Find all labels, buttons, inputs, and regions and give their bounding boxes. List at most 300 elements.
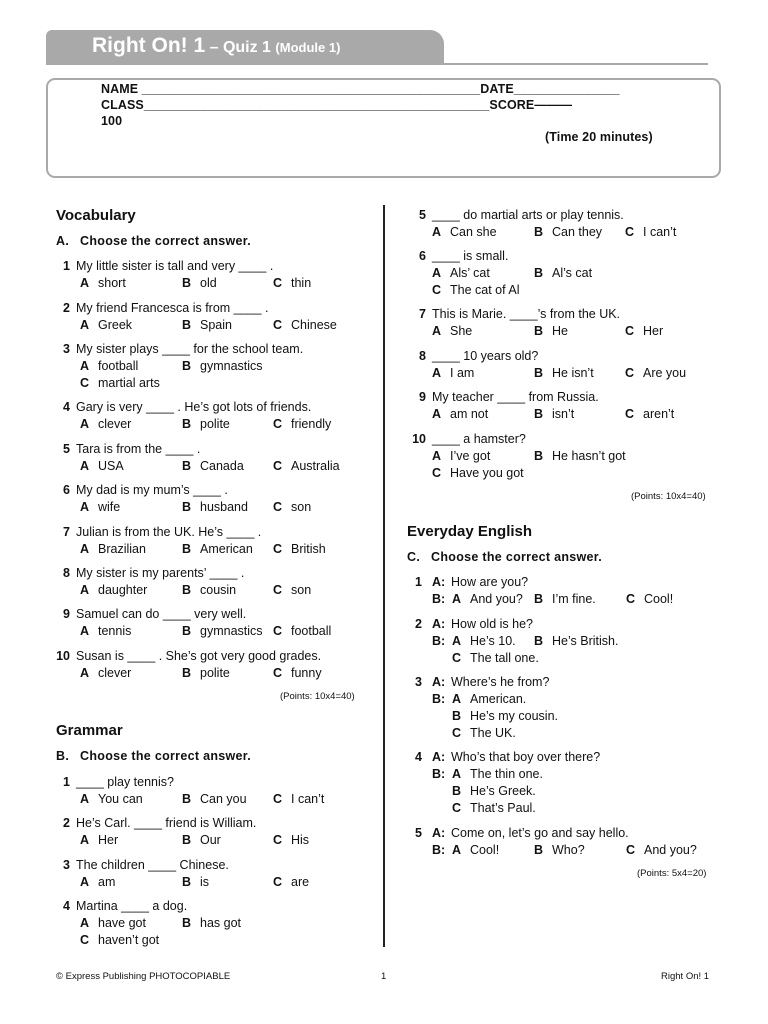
answer-option-a[interactable]	[80, 499, 120, 516]
speaker-b: B:	[432, 843, 446, 857]
answer-option-a[interactable]	[432, 265, 490, 282]
answer-option-c[interactable]	[432, 465, 524, 482]
option-letter: C	[273, 624, 283, 638]
option-letter: A	[80, 875, 90, 889]
answer-option-c[interactable]	[626, 842, 697, 859]
option-text: Canada	[200, 459, 244, 473]
option-letter: A	[80, 916, 90, 930]
question-number: 8	[63, 566, 70, 580]
dialogue-prompt: How are you?	[451, 575, 529, 589]
option-text: Have you got	[450, 466, 524, 480]
option-letter: B	[452, 784, 462, 798]
option-text: The thin one.	[470, 767, 543, 781]
option-text: She	[450, 324, 473, 338]
option-text: polite	[200, 666, 230, 680]
option-letter: C	[273, 542, 283, 556]
option-letter: A	[80, 792, 90, 806]
question-text: ____ 10 years old?	[432, 349, 539, 363]
option-letter: A	[80, 500, 90, 514]
answer-option-a[interactable]	[80, 832, 118, 849]
option-letter: C	[432, 283, 442, 297]
option-letter: B	[534, 843, 544, 857]
question-text: This is Marie. ____’s from the UK.	[432, 307, 621, 321]
answer-option-b[interactable]	[182, 458, 244, 475]
question-number: 7	[419, 307, 426, 321]
option-text: I’ve got	[450, 449, 491, 463]
option-letter: A	[80, 276, 90, 290]
grammar-points: (Points: 10x4=40)	[631, 491, 706, 502]
option-letter: B	[534, 634, 544, 648]
dialogue-prompt: Come on, let’s go and say hello.	[451, 826, 629, 840]
answer-option-b[interactable]	[182, 275, 217, 292]
option-text: funny	[291, 666, 322, 680]
option-letter: A	[452, 692, 462, 706]
question-number: 1	[415, 575, 422, 589]
option-letter: C	[626, 592, 636, 606]
option-letter: B	[534, 225, 544, 239]
answer-option-b[interactable]	[534, 842, 585, 859]
option-text: aren’t	[643, 407, 675, 421]
answer-option-a[interactable]	[432, 448, 490, 465]
quiz-title	[92, 34, 340, 58]
grammar-instruction: B. Choose the correct answer.	[56, 749, 252, 763]
option-letter: C	[273, 792, 283, 806]
option-text: His	[291, 833, 310, 847]
option-letter: A	[452, 592, 462, 606]
option-letter: A	[80, 417, 90, 431]
question-number: 10	[56, 649, 70, 663]
answer-option-a[interactable]	[452, 591, 523, 608]
speaker-b: B:	[432, 767, 446, 781]
speaker-a: A:	[432, 750, 446, 764]
answer-option-b[interactable]	[534, 323, 568, 340]
answer-option-b[interactable]	[534, 633, 618, 650]
option-letter: A	[80, 459, 90, 473]
option-text: And you?	[644, 843, 697, 857]
answer-option-b[interactable]	[182, 915, 241, 932]
question-text: Tara is from the ____ .	[76, 442, 201, 456]
question-number: 4	[415, 750, 422, 764]
option-text: gymnastics	[200, 359, 263, 373]
answer-option-a[interactable]	[80, 791, 143, 808]
answer-option-c[interactable]	[273, 832, 309, 849]
answer-option-a[interactable]	[80, 458, 124, 475]
answer-option-c[interactable]	[273, 582, 311, 599]
answer-option-b[interactable]	[182, 874, 209, 891]
option-letter: B	[182, 318, 192, 332]
question-number: 9	[419, 390, 426, 404]
answer-option-c[interactable]	[626, 591, 673, 608]
answer-option-a[interactable]	[80, 874, 115, 891]
option-text: You can	[98, 792, 143, 806]
option-letter: C	[273, 459, 283, 473]
answer-option-c[interactable]	[432, 282, 519, 299]
option-letter: B	[534, 449, 544, 463]
answer-option-b[interactable]	[182, 499, 248, 516]
option-letter: A	[432, 266, 442, 280]
option-letter: C	[273, 833, 283, 847]
answer-option-a[interactable]	[80, 358, 138, 375]
option-letter: C	[273, 500, 283, 514]
option-letter: B	[182, 666, 192, 680]
option-text: That’s Paul.	[470, 801, 536, 815]
option-text: Al’s cat	[552, 266, 593, 280]
answer-option-c[interactable]	[625, 365, 686, 382]
option-letter: C	[625, 366, 635, 380]
option-text: am	[98, 875, 116, 889]
option-text: daughter	[98, 583, 148, 597]
question-text: My sister is my parents’ ____ .	[76, 566, 245, 580]
option-letter: C	[273, 583, 283, 597]
option-letter: B	[534, 366, 544, 380]
speaker-a: A:	[432, 617, 446, 631]
answer-option-a[interactable]	[432, 323, 472, 340]
option-text: Spain	[200, 318, 232, 332]
question-text: ____ a hamster?	[432, 432, 526, 446]
answer-option-c[interactable]	[273, 791, 324, 808]
option-letter: A	[452, 843, 462, 857]
option-text: polite	[200, 417, 230, 431]
question-number: 8	[419, 349, 426, 363]
time-limit: (Time 20 minutes)	[545, 130, 653, 144]
option-letter: A	[432, 225, 442, 239]
option-letter: B	[182, 359, 192, 373]
question-number: 5	[63, 442, 70, 456]
option-text: Chinese	[291, 318, 337, 332]
option-text: Brazilian	[98, 542, 146, 556]
answer-option-b[interactable]	[534, 591, 596, 608]
question-text: My friend Francesca is from ____ .	[76, 301, 269, 315]
question-number: 2	[415, 617, 422, 631]
option-text: is	[200, 875, 210, 889]
option-text: I am	[450, 366, 475, 380]
option-letter: C	[625, 225, 635, 239]
question-text: My sister plays ____ for the school team.	[76, 342, 304, 356]
answer-option-c[interactable]	[273, 317, 337, 334]
option-letter: C	[452, 801, 462, 815]
title-module: (Module 1)	[275, 40, 341, 55]
option-text: gymnastics	[200, 624, 263, 638]
option-text: Can she	[450, 225, 497, 239]
question-text: ____ do martial arts or play tennis.	[432, 208, 624, 222]
answer-option-c[interactable]	[625, 224, 676, 241]
footer-page-number: 1	[381, 971, 387, 982]
everyday-english-instruction: C. Choose the correct answer.	[407, 550, 603, 564]
option-text: Who?	[552, 843, 585, 857]
option-letter: B	[182, 833, 192, 847]
option-text: Can they	[552, 225, 603, 239]
option-text: have got	[98, 916, 146, 930]
answer-option-c[interactable]	[273, 665, 322, 682]
question-text: He’s Carl. ____ friend is William.	[76, 816, 257, 830]
option-letter: A	[80, 542, 90, 556]
answer-option-b[interactable]	[182, 791, 247, 808]
answer-option-a[interactable]	[80, 275, 126, 292]
class-score-line: CLASS_________________________________________________SCORE———	[101, 98, 573, 112]
footer-book-title: Right On! 1	[661, 971, 710, 982]
answer-option-c[interactable]	[273, 874, 309, 891]
option-letter: B	[182, 542, 192, 556]
option-letter: B	[182, 916, 192, 930]
option-letter: B	[182, 583, 192, 597]
dialogue-prompt: How old is he?	[451, 617, 533, 631]
option-text: The tall one.	[470, 651, 539, 665]
option-text: has got	[200, 916, 242, 930]
option-letter: C	[432, 466, 442, 480]
answer-option-c[interactable]	[273, 541, 326, 558]
option-text: Greek	[98, 318, 133, 332]
question-text: The children ____ Chinese.	[76, 858, 229, 872]
question-number: 5	[415, 826, 422, 840]
option-text: He’s my cousin.	[470, 709, 558, 723]
answer-option-b[interactable]	[182, 541, 253, 558]
option-text: thin	[291, 276, 312, 290]
option-text: I’m fine.	[552, 592, 596, 606]
vocabulary-points: (Points: 10x4=40)	[280, 691, 355, 702]
answer-option-b[interactable]	[534, 406, 574, 423]
option-text: clever	[98, 666, 132, 680]
option-letter: A	[452, 767, 462, 781]
option-letter: A	[80, 666, 90, 680]
speaker-a: A:	[432, 826, 446, 840]
option-letter: C	[273, 875, 283, 889]
answer-option-a[interactable]	[452, 691, 526, 708]
option-letter: C	[273, 276, 283, 290]
column-divider	[383, 205, 385, 947]
grammar-title: Grammar	[56, 722, 123, 739]
option-letter: A	[432, 449, 442, 463]
option-text: I can’t	[643, 225, 677, 239]
answer-option-a[interactable]	[432, 365, 474, 382]
name-date-line: NAME ________________________________________________DATE_______________	[101, 82, 620, 96]
option-text: Her	[98, 833, 119, 847]
speaker-b: B:	[432, 592, 446, 606]
option-letter: B	[452, 709, 462, 723]
option-letter: A	[452, 634, 462, 648]
option-text: Can you	[200, 792, 247, 806]
option-text: football	[291, 624, 332, 638]
option-text: He isn’t	[552, 366, 594, 380]
answer-option-a[interactable]	[80, 582, 147, 599]
question-number: 1	[63, 775, 70, 789]
option-letter: C	[273, 417, 283, 431]
option-letter: B	[182, 276, 192, 290]
option-letter: B	[182, 459, 192, 473]
question-text: My teacher ____ from Russia.	[432, 390, 599, 404]
answer-option-b[interactable]	[182, 317, 232, 334]
question-text: Martina ____ a dog.	[76, 899, 188, 913]
answer-option-c[interactable]	[80, 932, 159, 949]
question-number: 6	[63, 483, 70, 497]
option-letter: C	[626, 843, 636, 857]
option-letter: C	[625, 324, 635, 338]
answer-option-b[interactable]	[534, 365, 594, 382]
question-text: Gary is very ____ . He’s got lots of friends.	[76, 400, 312, 414]
option-text: American	[200, 542, 253, 556]
answer-option-c[interactable]	[273, 623, 331, 640]
option-letter: A	[80, 833, 90, 847]
option-text: He’s British.	[552, 634, 619, 648]
question-number: 3	[63, 858, 70, 872]
option-text: Are you	[643, 366, 687, 380]
speaker-b: B:	[432, 692, 446, 706]
answer-option-b[interactable]	[182, 416, 230, 433]
speaker-b: B:	[432, 634, 446, 648]
option-text: tennis	[98, 624, 132, 638]
everyday-english-points: (Points: 5x4=20)	[637, 868, 707, 879]
option-text: He’s Greek.	[470, 784, 536, 798]
option-letter: A	[432, 366, 442, 380]
question-number: 4	[63, 400, 70, 414]
option-letter: B	[182, 792, 192, 806]
question-number: 5	[419, 208, 426, 222]
option-text: husband	[200, 500, 248, 514]
option-letter: A	[432, 407, 442, 421]
answer-option-b[interactable]	[452, 708, 558, 725]
answer-option-c[interactable]	[273, 416, 331, 433]
option-text: And you?	[470, 592, 523, 606]
answer-option-a[interactable]	[452, 633, 516, 650]
option-letter: B	[534, 592, 544, 606]
option-text: The cat of Al	[450, 283, 520, 297]
title-underline	[46, 63, 708, 65]
title-quiz: – Quiz 1	[205, 39, 276, 56]
option-text: cousin	[200, 583, 237, 597]
option-text: Als’ cat	[450, 266, 490, 280]
answer-option-a[interactable]	[432, 406, 488, 423]
score-total: 100	[101, 114, 123, 128]
question-text: Samuel can do ____ very well.	[76, 607, 247, 621]
question-number: 1	[63, 259, 70, 273]
question-number: 3	[415, 675, 422, 689]
question-number: 3	[63, 342, 70, 356]
option-text: Australia	[291, 459, 340, 473]
answer-option-b[interactable]	[534, 448, 626, 465]
everyday-english-title: Everyday English	[407, 523, 533, 540]
option-text: Cool!	[470, 843, 500, 857]
option-text: football	[98, 359, 139, 373]
option-text: son	[291, 583, 312, 597]
answer-option-a[interactable]	[80, 541, 146, 558]
answer-option-a[interactable]	[452, 766, 543, 783]
question-text: Susan is ____ . She’s got very good grades.	[76, 649, 322, 663]
dialogue-prompt: Who’s that boy over there?	[451, 750, 601, 764]
option-letter: C	[80, 933, 90, 947]
option-text: American.	[470, 692, 527, 706]
option-letter: B	[534, 407, 544, 421]
question-number: 10	[412, 432, 426, 446]
option-text: are	[291, 875, 310, 889]
option-letter: B	[534, 266, 544, 280]
answer-option-c[interactable]	[625, 323, 663, 340]
vocabulary-title: Vocabulary	[56, 207, 136, 224]
option-letter: B	[182, 624, 192, 638]
answer-option-b[interactable]	[182, 582, 236, 599]
option-letter: C	[452, 651, 462, 665]
answer-option-c[interactable]	[273, 458, 340, 475]
option-letter: B	[534, 324, 544, 338]
option-text: British	[291, 542, 326, 556]
option-text: clever	[98, 417, 132, 431]
option-text: short	[98, 276, 126, 290]
option-text: USA	[98, 459, 124, 473]
option-letter: C	[452, 726, 462, 740]
dialogue-prompt: Where’s he from?	[451, 675, 550, 689]
option-letter: B	[182, 500, 192, 514]
option-text: old	[200, 276, 217, 290]
answer-option-b[interactable]	[182, 623, 263, 640]
option-letter: C	[273, 318, 283, 332]
speaker-a: A:	[432, 675, 446, 689]
option-letter: A	[80, 583, 90, 597]
answer-option-b[interactable]	[182, 358, 263, 375]
option-text: The UK.	[470, 726, 516, 740]
answer-option-c[interactable]	[452, 725, 516, 742]
answer-option-b[interactable]	[182, 665, 230, 682]
answer-option-a[interactable]	[80, 915, 146, 932]
option-text: haven’t got	[98, 933, 160, 947]
answer-option-a[interactable]	[452, 842, 499, 859]
option-letter: C	[625, 407, 635, 421]
question-number: 7	[63, 525, 70, 539]
option-letter: B	[182, 875, 192, 889]
answer-option-a[interactable]	[80, 665, 131, 682]
answer-option-c[interactable]	[273, 275, 311, 292]
option-letter: A	[80, 359, 90, 373]
question-number: 2	[63, 816, 70, 830]
question-text: ____ is small.	[432, 249, 509, 263]
speaker-a: A:	[432, 575, 446, 589]
question-number: 2	[63, 301, 70, 315]
option-text: son	[291, 500, 312, 514]
answer-option-c[interactable]	[273, 499, 311, 516]
question-text: Julian is from the UK. He’s ____ .	[76, 525, 262, 539]
option-letter: A	[80, 624, 90, 638]
answer-option-a[interactable]	[432, 224, 497, 241]
question-text: ____ play tennis?	[76, 775, 174, 789]
answer-option-a[interactable]	[80, 416, 131, 433]
answer-option-c[interactable]	[452, 650, 539, 667]
answer-option-b[interactable]	[534, 224, 602, 241]
answer-option-c[interactable]	[625, 406, 674, 423]
option-text: He hasn’t got	[552, 449, 626, 463]
option-text: He’s 10.	[470, 634, 516, 648]
answer-option-a[interactable]	[80, 623, 131, 640]
option-letter: C	[80, 376, 90, 390]
option-text: isn’t	[552, 407, 575, 421]
option-text: Her	[643, 324, 664, 338]
question-text: My little sister is tall and very ____ .	[76, 259, 274, 273]
question-number: 6	[419, 249, 426, 263]
footer-copyright: © Express Publishing PHOTOCOPIABLE	[56, 971, 231, 982]
option-letter: A	[432, 324, 442, 338]
answer-option-b[interactable]	[182, 832, 221, 849]
option-letter: A	[80, 318, 90, 332]
answer-option-b[interactable]	[452, 783, 536, 800]
option-text: am not	[450, 407, 489, 421]
answer-option-b[interactable]	[534, 265, 592, 282]
question-text: My dad is my mum’s ____ .	[76, 483, 228, 497]
answer-option-a[interactable]	[80, 317, 132, 334]
answer-option-c[interactable]	[452, 800, 536, 817]
option-text: wife	[98, 500, 121, 514]
option-text: Cool!	[644, 592, 674, 606]
title-main: Right On! 1	[92, 34, 206, 57]
option-letter: C	[273, 666, 283, 680]
option-text: I can’t	[291, 792, 325, 806]
option-text: friendly	[291, 417, 332, 431]
answer-option-c[interactable]	[80, 375, 160, 392]
